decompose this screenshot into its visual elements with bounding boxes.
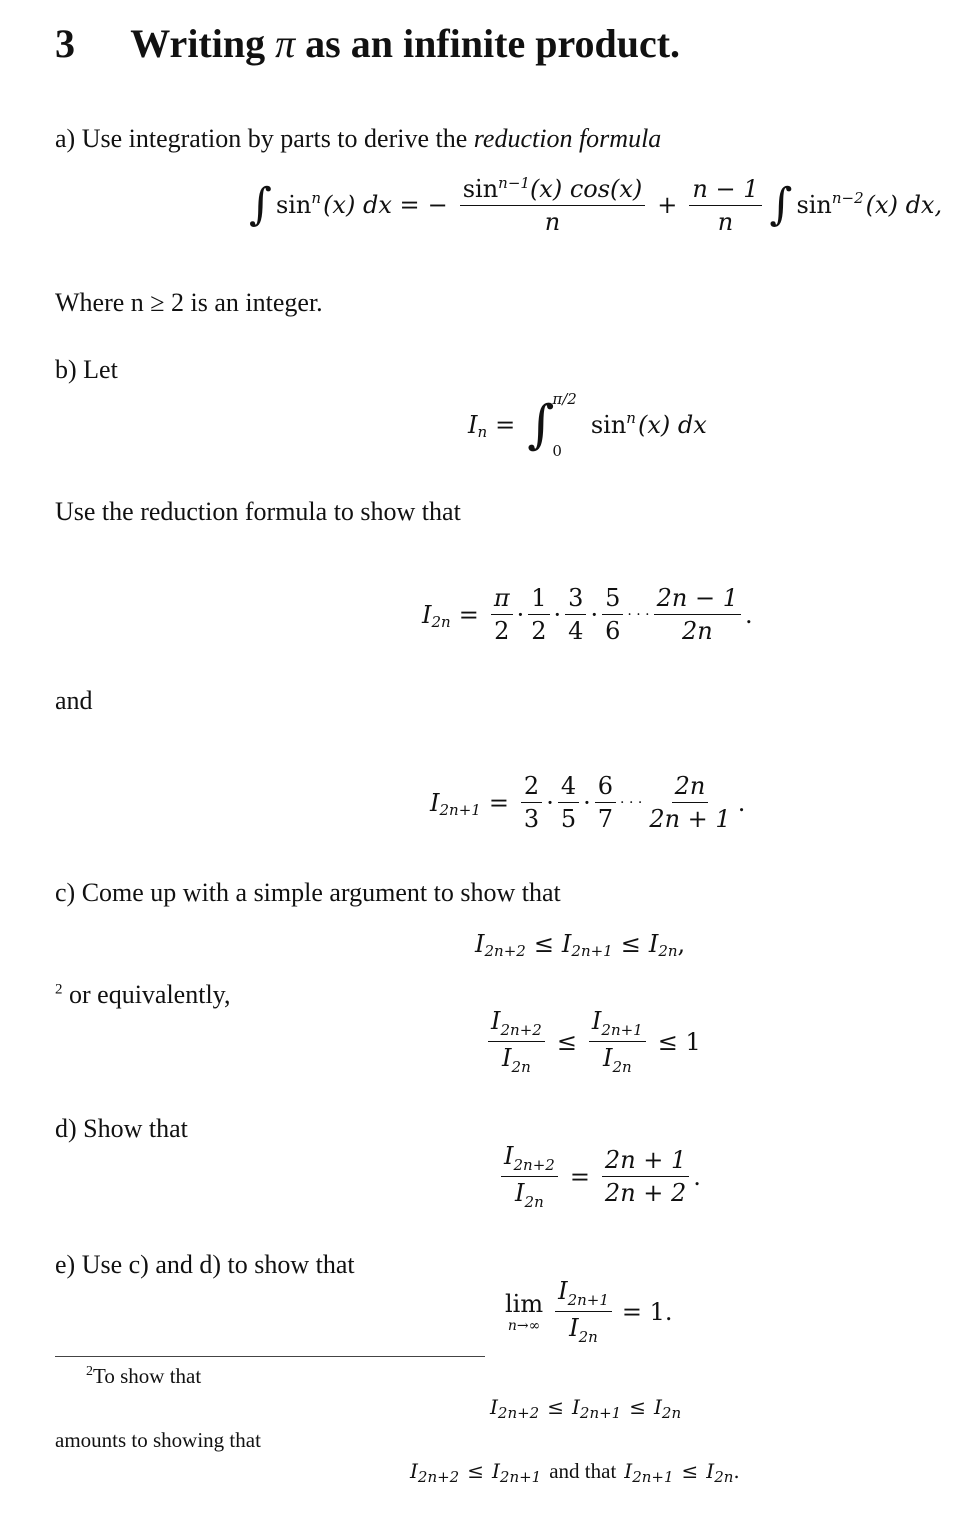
part-c-equivalently: $^2$ or equivalently,: [55, 980, 231, 1009]
footnote-rule: [55, 1356, 485, 1357]
ratio-inequality: $\frac{I_{2n+2}}{I_{2n}}$ ≤ $\frac{I_{2n+1}}{I_{2n}}$ ≤ 1: [484, 1008, 709, 1076]
section-number: 3: [55, 21, 75, 66]
footnote-text-1: $^2$To show that: [86, 1364, 202, 1388]
fraction-term2: $\frac{n - 1}{n}$: [689, 176, 761, 236]
part-e-intro: e) Use c) and d) to show that: [55, 1250, 355, 1279]
inequality-chain: I $_{2n+2}$ ≤ I $_{2n+1}$ ≤ I $_{2n}$ ,: [475, 930, 686, 960]
fraction-term1: $\frac{\sin^{n-1}(x) \cos(x)}{n}$: [460, 175, 646, 236]
part-a-where: Where n ≥ 2 is an integer.: [55, 288, 323, 317]
footnote-inequality-2: I $_{2n+2}$ ≤ I $_{2n+1}$ and that I $_{2n+1}$ ≤ I $_{2n}$ .: [410, 1458, 740, 1486]
section-heading: [55, 20, 680, 67]
part-c-intro: c) Come up with a simple argument to show that: [55, 878, 561, 907]
part-a-intro: a) Use integration by parts to derive the reduction formula: [55, 124, 662, 153]
odd-product-formula: I $_{2n+1}$ = $\frac{2}{3}$ · $\frac{4}{5}$ · $\frac{6}{7}$ · · · $\frac{2n}{2n + 1}$ .: [430, 772, 746, 834]
ratio-equation: $\frac{I_{2n+2}}{I_{2n}}$ = $\frac{2n + 1}{2n + 2}$ .: [497, 1143, 701, 1211]
part-b-use-text: Use the reduction formula to show that: [55, 497, 461, 526]
footnote-text-2: amounts to showing that: [55, 1428, 261, 1452]
part-d-intro: d) Show that: [55, 1114, 188, 1143]
integral-definition: I $_n$ = ∫ π/2 0 sin $^n$ (x) dx: [468, 390, 707, 460]
part-b-and: and: [55, 686, 93, 715]
footnote-marker: 2: [55, 981, 63, 998]
pi-symbol: π: [275, 21, 296, 66]
limit-equation: lim n→∞ $\frac{I_{2n+1}}{I_{2n}}$ = 1.: [505, 1277, 673, 1347]
reduction-formula: ∫ sin $^n$ (x) dx = − $\frac{\sin^{n-1}(x) \cos(x)}{n}$ + $\frac{n - 1}{n}$ ∫ sin $^{n-2}$ (x) dx,: [249, 174, 943, 237]
emphasis-reduction-formula: reduction formula: [473, 124, 662, 153]
section-title-pre: Writing: [130, 21, 266, 66]
footnote-inequality: I $_{2n+2}$ ≤ I $_{2n+1}$ ≤ I $_{2n}$: [490, 1395, 682, 1422]
section-title-post: as an infinite product.: [305, 21, 681, 66]
part-b-intro: b) Let: [55, 355, 118, 384]
even-product-formula: I $_{2n}$ = $\frac{\pi}{2}$ · $\frac{1}{2}$ · $\frac{3}{4}$ · $\frac{5}{6}$ · · · $\frac{2n - 1}{2n}$ .: [422, 584, 753, 646]
